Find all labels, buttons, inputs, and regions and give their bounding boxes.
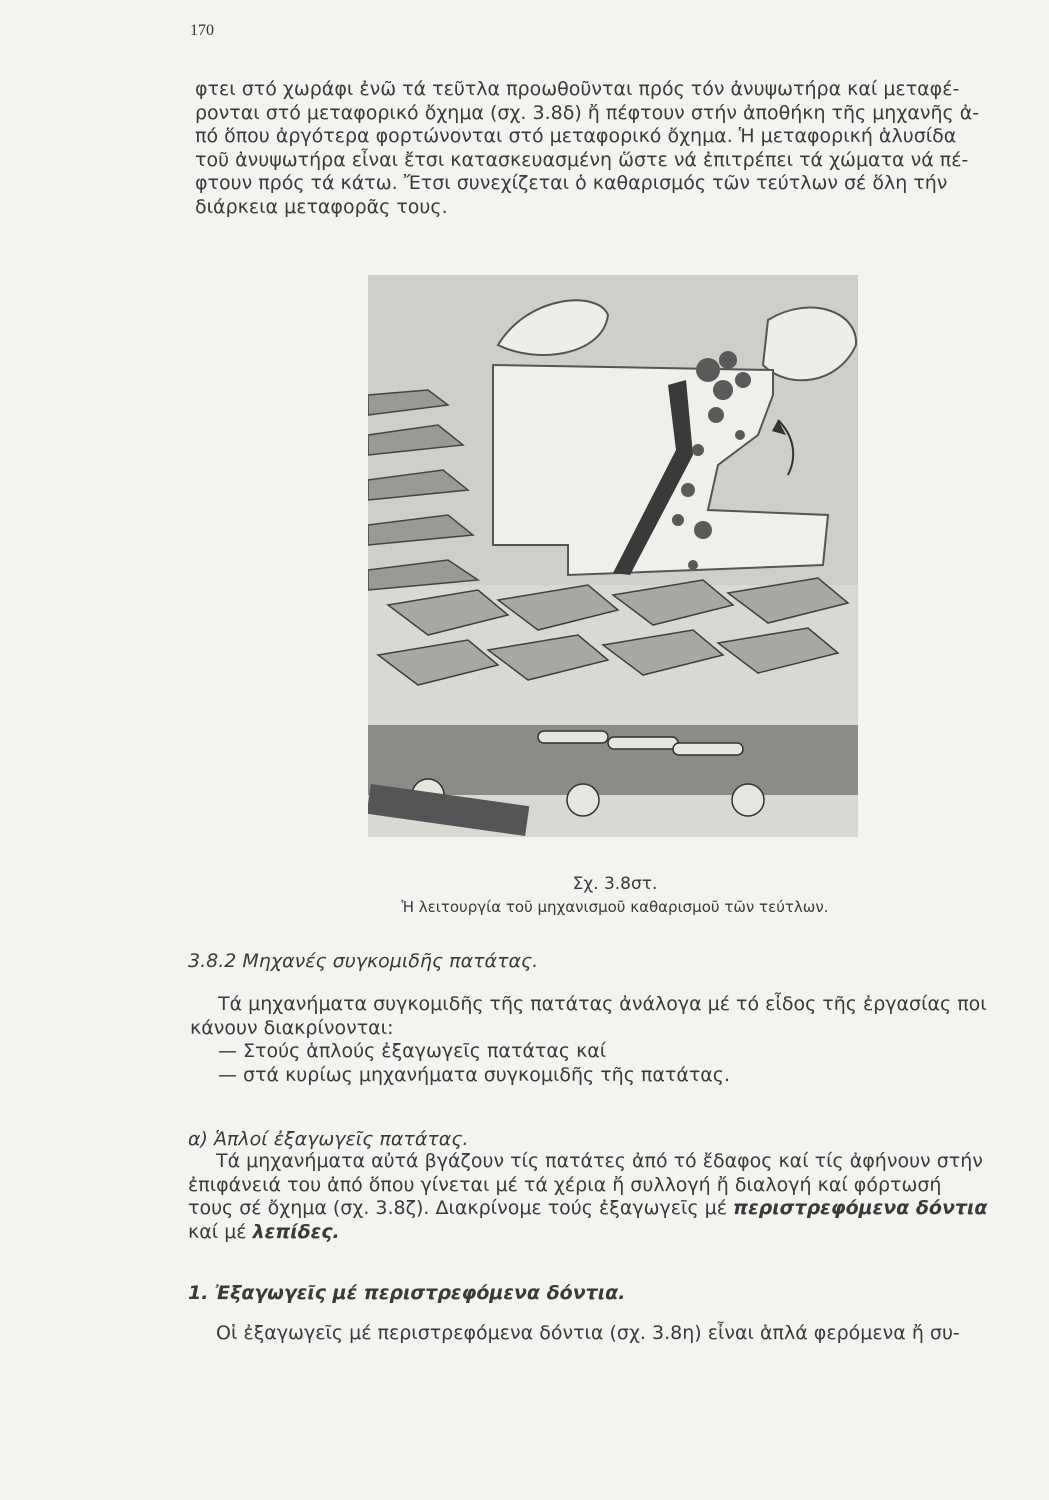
text-line: Τά μηχανήματα συγκομιδῆς τῆς πατάτας ἀνάλογα μέ τό εἶδος τῆς ἐργασίας ποι [218,993,987,1015]
subsection-1-paragraph [188,1322,1026,1346]
cleaning-mechanism-figure [368,275,858,837]
text-line [188,1221,1026,1245]
text-line [188,1197,1026,1221]
figure-caption: Ἡ λειτουργία τοῦ μηχανισμοῦ καθαρισμοῦ τῶν τεύτλων. [401,898,829,916]
intro-paragraph [195,78,1033,219]
section-paragraph [190,993,1028,1087]
subsection-1-heading: 1. Ἐξαγωγεῖς μέ περιστρεφόμενα δόντια. [188,1282,626,1304]
text-line: Οἱ ἐξαγωγεῖς μέ περιστρεφόμενα δόντια (σχ. 3.8η) εἶναι ἁπλά φερόμενα ἤ συ- [216,1322,960,1344]
text-line: ἐπιφάνειά του ἀπό ὅπου γίνεται μέ τά χέρια ἤ συλλογή ἤ διαλογή καί φόρτωσή [188,1173,942,1196]
text-line: κάνουν διακρίνονται: [190,1016,394,1039]
text-line: πό ὅπου ἀργότερα φορτώνονται στό μεταφορικό ὄχημα. Ἡ μεταφορική ἁλυσίδα [195,125,957,147]
text-line: φτουν πρός τά κάτω. Ἔτσι συνεχίζεται ὁ καθαρισμός τῶν τεύτλων σέ ὅλη τήν [195,172,948,194]
text-line: φτει στό χωράφι ἐνῶ τά τεῦτλα προωθοῦνται πρός τόν ἀνυψωτήρα καί μεταφέ- [195,78,960,100]
figure-label: Σχ. 3.8στ. [572,874,658,894]
subsection-a-heading: α) Ἁπλοί ἐξαγωγεῖς πατάτας. [188,1128,469,1150]
text-line: Τά μηχανήματα αὐτά βγάζουν τίς πατάτες ἀπό τό ἔδαφος καί τίς ἀφήνουν στήν [216,1150,983,1172]
list-item: — Στούς ἁπλούς ἐξαγωγεῖς πατάτας καί [218,1040,607,1062]
section-heading: 3.8.2 Μηχανές συγκομιδῆς πατάτας. [188,950,539,972]
list-item: — στά κυρίως μηχανήματα συγκομιδῆς τῆς πατάτας. [218,1063,730,1086]
text-line: διάρκεια μεταφορᾶς τους. [195,195,448,218]
emphasis-text: περιστρεφόμενα δόντια [733,1197,988,1219]
text-fragment: καί μέ [188,1220,253,1243]
emphasis-text: λεπίδες. [252,1220,340,1243]
text-line: τοῦ ἀνυψωτήρα εἶναι ἔτσι κατασκευασμένη ὥστε νά ἐπιτρέπει τά χώματα νά πέ- [195,148,969,171]
text-line: ρονται στό μεταφορικό ὄχημα (σχ. 3.8δ) ἤ πέφτουν στήν ἀποθήκη τῆς μηχανῆς ἀ- [195,101,980,124]
subsection-a-paragraph [188,1150,1026,1244]
page-number: 170 [190,22,214,39]
text-fragment: τους σέ ὄχημα (σχ. 3.8ζ). Διακρίνομε τούς ἐξαγωγεῖς μέ [188,1197,734,1219]
